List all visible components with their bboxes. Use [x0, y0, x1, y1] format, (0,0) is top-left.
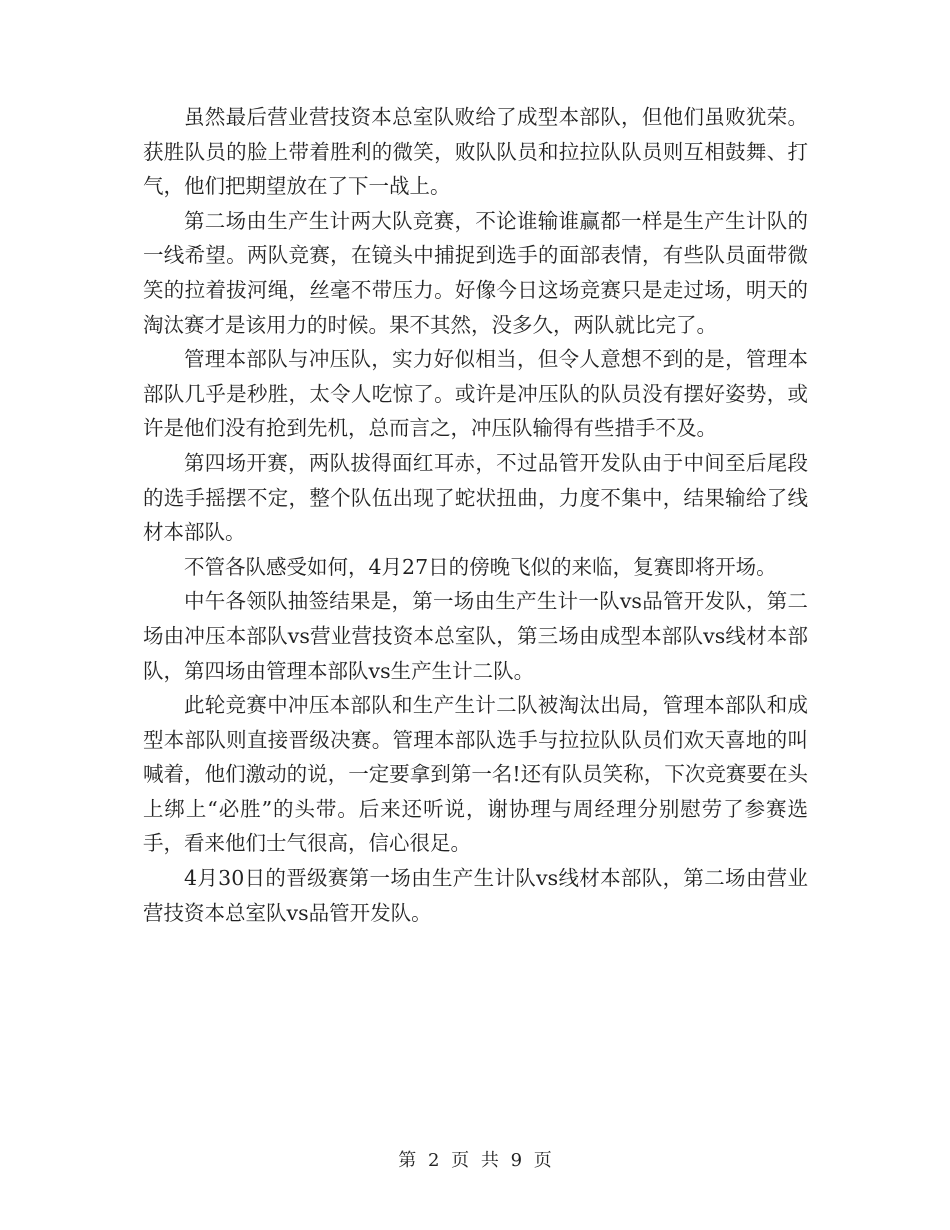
paragraph: 第二场由生产生计两大队竞赛，不论谁输谁赢都一样是生产生计队的一线希望。两队竞赛，在镜头中捕捉到选手的面部表情，有些队员面带微笑的拉着拔河绳，丝毫不带压力。好像今日这场竞赛只是走过场，明天的淘汰赛才是该用力的时候。果不其然，没多久，两队就比完了。	[143, 208, 808, 337]
paragraph: 管理本部队与冲压队，实力好似相当，但令人意想不到的是，管理本部队几乎是秒胜，太令人吃惊了。或许是冲压队的队员没有摆好姿势，或许是他们没有抢到先机，总而言之，冲压队输得有些措手不及。	[143, 347, 808, 441]
body-text	[143, 100, 808, 930]
paragraph: 4月30日的晋级赛第一场由生产生计队vs线材本部队，第二场由营业营技资本总室队vs品管开发队。	[143, 866, 808, 925]
page-number-footer: 第 2 页 共 9 页	[398, 1150, 552, 1171]
paragraph: 中午各领队抽签结果是，第一场由生产生计一队vs品管开发队，第二场由冲压本部队vs营业营技资本总室队，第三场由成型本部队vs线材本部队，第四场由管理本部队vs生产生计二队。	[143, 589, 808, 683]
paragraph: 不管各队感受如何，4月27日的傍晚飞似的来临，复赛即将开场。	[184, 554, 777, 579]
paragraph: 虽然最后营业营技资本总室队败给了成型本部队，但他们虽败犹荣。获胜队员的脸上带着胜利的微笑，败队队员和拉拉队队员则互相鼓舞、打气，他们把期望放在了下一战上。	[143, 105, 808, 199]
paragraph: 此轮竞赛中冲压本部队和生产生计二队被淘汰出局，管理本部队和成型本部队则直接晋级决赛。管理本部队选手与拉拉队队员们欢天喜地的叫喊着，他们激动的说，一定要拿到第一名!还有队员笑称，下次竞赛要在头上绑上“必胜”的头带。后来还听说，谢协理与周经理分别慰劳了参赛选手，看来他们士气很高，信心很足。	[143, 693, 808, 856]
paragraph: 第四场开赛，两队拔得面红耳赤，不过品管开发队由于中间至后尾段的选手摇摆不定，整个队伍出现了蛇状扭曲，力度不集中，结果输给了线材本部队。	[143, 450, 808, 545]
